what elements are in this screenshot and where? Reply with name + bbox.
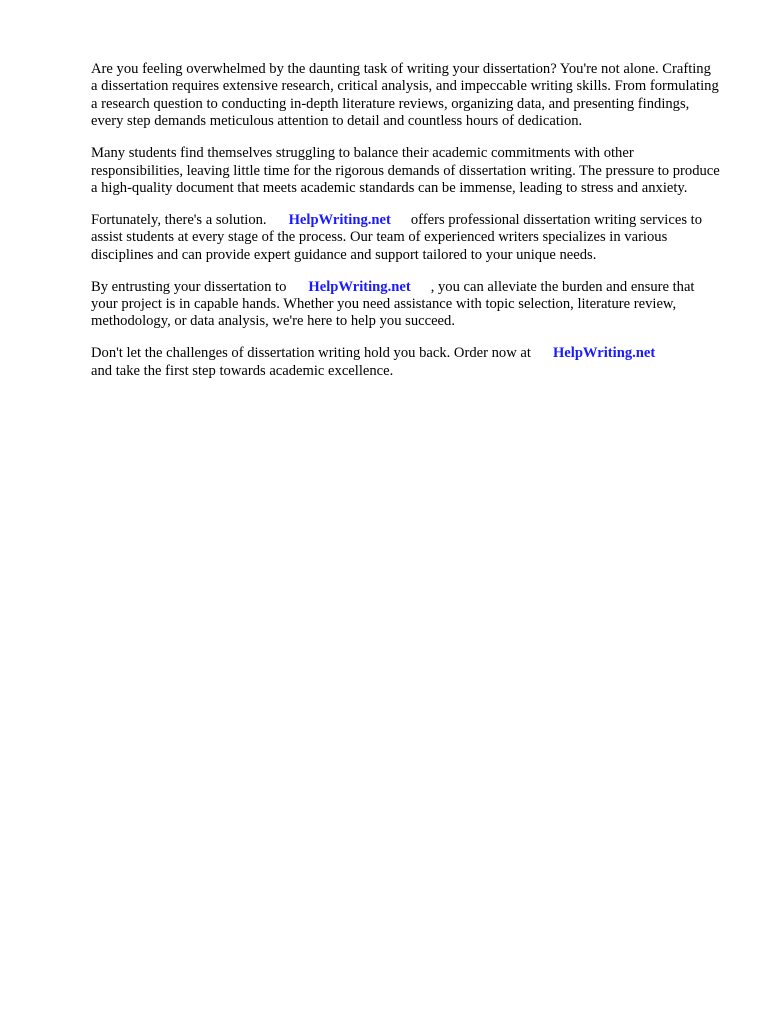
paragraph-entrust-lead: By entrusting your dissertation to: [91, 278, 287, 295]
paragraph-intro: Are you feeling overwhelmed by the daunting task of writing your dissertation? You're not alone. Crafting a dissertation requires extensive research, critical analysis, and impeccable writing skills. From formulating a research question to conducting in-depth literature reviews, organizing data, and presenting findings, every step demands meticulous attention to detail and countless hours of dedication.: [91, 61, 719, 130]
paragraph-cta-lead: Don't let the challenges of dissertation writing hold you back. Order now at: [91, 345, 531, 362]
paragraph-solution-rest: offers professional dissertation writing services to assist students at every stage of the process. Our team of experienced writers specializes in various disciplines and can provide expert guidance and support tailored to your unique needs.: [91, 211, 702, 263]
helpwriting-link-3[interactable]: HelpWriting.net: [552, 345, 656, 362]
paragraph-solution-lead: Fortunately, there's a solution.: [91, 211, 267, 228]
document-body: [91, 61, 721, 395]
paragraph-call-to-action: [91, 345, 721, 380]
paragraph-entrust-rest: , you can alleviate the burden and ensure that your project is in capable hands. Whether you need assistance with topic selection, literature review, methodology, or data analysis, we're here to help you succeed.: [91, 278, 695, 330]
paragraph-struggle: Many students find themselves struggling to balance their academic commitments with other responsibilities, leaving little time for the rigorous demands of dissertation writing. The pressure to produce a high-quality document that meets academic standards can be immense, leading to stress and anxiety.: [91, 145, 720, 196]
helpwriting-link-2[interactable]: HelpWriting.net: [308, 278, 411, 295]
paragraph-cta-rest: and take the first step towards academic excellence.: [91, 362, 394, 379]
paragraph-solution: [91, 212, 721, 264]
paragraph-entrust: [91, 279, 721, 331]
helpwriting-link-1[interactable]: HelpWriting.net: [288, 211, 391, 228]
